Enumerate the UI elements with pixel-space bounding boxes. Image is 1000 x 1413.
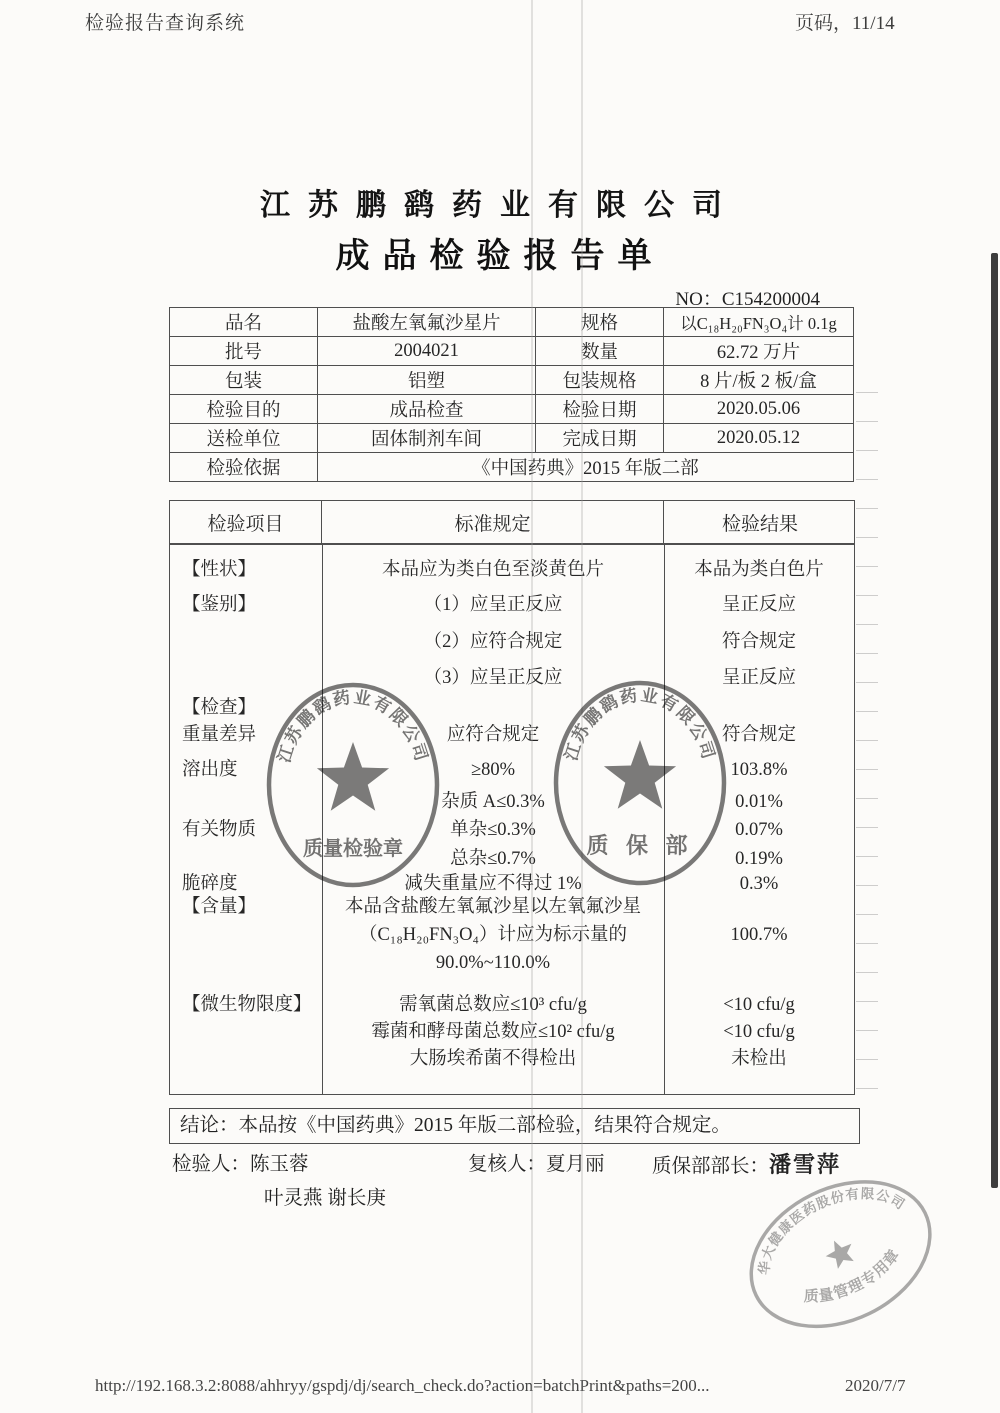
field-label: 检验目的 — [170, 395, 318, 424]
test-row: 【性状】 本品应为类白色至淡黄色片 本品为类白色片 — [182, 560, 824, 580]
reviewer-name: 夏月丽 — [546, 1154, 605, 1175]
field-label: 完成日期 — [536, 424, 664, 453]
report-number: NO：C154200004 — [675, 289, 820, 310]
report-title: 成品检验报告单 — [335, 238, 665, 275]
field-value: 盐酸左氧氟沙星片 — [318, 308, 536, 337]
test-row: 溶出度 ≥80% 103.8% — [182, 760, 788, 780]
test-row: 有关物质 单杂≤0.3% 0.07% — [182, 820, 783, 840]
field-label: 包装规格 — [536, 366, 664, 395]
svg-text:江苏鹏鹞药业有限公司: 江苏鹏鹞药业有限公司 — [274, 687, 432, 765]
test-row: 大肠埃希菌不得检出 未检出 — [409, 1049, 787, 1069]
table-row — [170, 424, 854, 453]
qa-round-stamp — [552, 678, 728, 888]
field-value: 2004021 — [318, 337, 536, 366]
field-value: 2020.05.06 — [664, 395, 854, 424]
qc-stamp-label: 质量检验章 — [303, 838, 403, 860]
qc-round-stamp — [265, 680, 441, 890]
reviewer-label: 复核人： — [468, 1154, 547, 1175]
field-label: 检验依据 — [170, 453, 318, 482]
page-number: 页码，11/14 — [795, 13, 895, 34]
test-row: 杂质 A≤0.3% 0.01% — [441, 792, 783, 812]
test-row: （3）应呈正反应 呈正反应 — [423, 668, 796, 688]
field-value: 62.72 万片 — [664, 337, 854, 366]
star-icon — [604, 740, 676, 809]
qa-director-name: 潘雪萍 — [769, 1152, 842, 1177]
test-row: 【含量】 本品含盐酸左氧氟沙星以左氧氟沙星 — [182, 897, 641, 917]
table-row — [170, 395, 854, 424]
column-header-standard: 标准规定 — [322, 501, 664, 543]
field-value: 固体制剂车间 — [318, 424, 536, 453]
field-value: 《中国药典》2015 年版二部 — [318, 453, 854, 482]
scan-crease-line — [531, 0, 533, 1413]
field-value: 成品检查 — [318, 395, 536, 424]
test-row: （C₁₈H₂₀FN₃O₄）计应为标示量的 100.7% — [359, 925, 788, 945]
field-label: 数量 — [536, 337, 664, 366]
table-row — [170, 366, 854, 395]
star-icon — [317, 742, 389, 811]
test-row: 霉菌和酵母菌总数应≤10² cfu/g <10 cfu/g — [371, 1022, 795, 1042]
system-title: 检验报告查询系统 — [85, 13, 246, 34]
field-value: 8 片/板 2 板/盒 — [664, 366, 854, 395]
qa-director-label: 质保部部长： — [652, 1156, 770, 1177]
svg-text:华大健康医药股份有限公司: 华大健康医药股份有限公司 — [756, 1185, 908, 1276]
product-info-table — [169, 307, 854, 482]
test-row: （2）应符合规定 符合规定 — [423, 632, 796, 652]
field-label: 包装 — [170, 366, 318, 395]
inspector-names-line2: 叶灵燕 谢长庚 — [264, 1188, 386, 1209]
svg-text:江苏鹏鹞药业有限公司: 江苏鹏鹞药业有限公司 — [561, 685, 719, 763]
field-value: 铝塑 — [318, 366, 536, 395]
field-label: 规格 — [536, 308, 664, 337]
test-table-header — [169, 500, 855, 544]
qa-stamp-label: 质 保 部 — [586, 833, 694, 858]
test-row: 总杂≤0.7% 0.19% — [450, 849, 783, 869]
test-row: 【微生物限度】 需氧菌总数应≤10³ cfu/g <10 cfu/g — [182, 995, 795, 1015]
field-label: 批号 — [170, 337, 318, 366]
inspector-name: 陈玉蓉 — [250, 1154, 309, 1175]
test-row: 重量差异 应符合规定 符合规定 — [182, 725, 796, 745]
inspector-signature — [172, 1148, 309, 1176]
field-value: 以C₁₈H₂₀FN₃O₄计 0.1g — [664, 308, 854, 337]
column-header-result: 检验结果 — [721, 513, 798, 535]
table-row — [170, 308, 854, 337]
field-label: 品名 — [170, 308, 318, 337]
svg-text:质量管理专用章: 质量管理专用章 — [803, 1246, 904, 1306]
inspector-label: 检验人： — [172, 1154, 251, 1175]
test-row: 90.0%~110.0% — [435, 953, 551, 973]
print-footer-date: 2020/7/7 — [845, 1376, 906, 1395]
reviewer-signature — [468, 1148, 605, 1176]
company-title: 江苏鹏鹞药业有限公司 — [260, 189, 740, 222]
column-header-item: 检验项目 — [170, 501, 322, 543]
scan-bleedthrough-ticks — [856, 392, 878, 1090]
test-row: 【检查】 — [182, 698, 257, 718]
test-row: 脆碎度 减失重量应不得过 1% 0.3% — [182, 874, 779, 894]
field-label: 检验日期 — [536, 395, 664, 424]
field-label: 送检单位 — [170, 424, 318, 453]
star-icon — [821, 1234, 859, 1271]
print-footer-url: http://192.168.3.2:8088/ahhryy/gspdj/dj/search_check.do?action=batchPrint&paths=200... — [95, 1376, 710, 1395]
table-row — [170, 337, 854, 366]
table-row — [170, 453, 854, 482]
scan-edge-artifact — [991, 253, 998, 1188]
test-row: 【鉴别】 （1）应呈正反应 呈正反应 — [182, 595, 796, 615]
conclusion-box: 结论：本品按《中国药典》2015 年版二部检验，结果符合规定。 — [169, 1108, 860, 1144]
field-value: 2020.05.12 — [664, 424, 854, 453]
